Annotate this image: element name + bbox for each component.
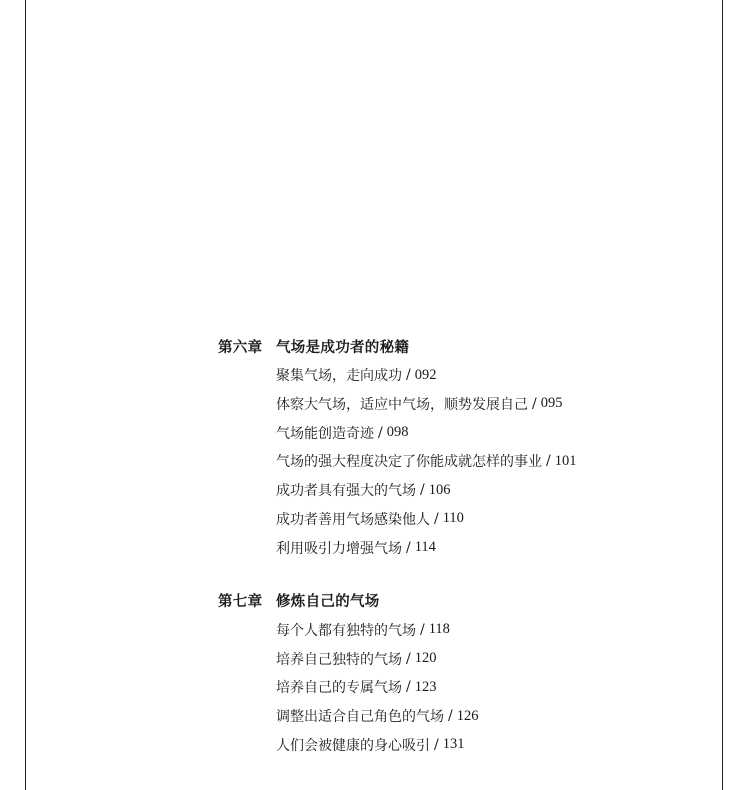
entry-title: 聚集气场，走向成功 <box>276 368 402 384</box>
entry-page: 101 <box>554 452 577 469</box>
page-separator: / <box>378 424 383 441</box>
page-separator: / <box>406 539 411 556</box>
toc-entry <box>276 363 576 387</box>
entry-page: 095 <box>540 395 563 412</box>
entry-title: 成功者善用气场感染他人 <box>276 511 430 528</box>
table-of-contents <box>218 334 576 762</box>
entry-title: 人们会被健康的身心吸引 <box>276 737 430 754</box>
entry-title: 利用吸引力增强气场 <box>276 540 402 557</box>
entry-page: 123 <box>414 678 437 695</box>
entry-title: 调整出适合自己角色的气场 <box>276 709 444 726</box>
toc-entry <box>276 449 576 473</box>
chapter-heading <box>218 589 576 613</box>
entry-title: 培养自己的专属气场 <box>276 680 402 697</box>
toc-entry <box>276 392 576 416</box>
entry-page: 098 <box>386 424 409 441</box>
chapter-entries <box>276 618 576 757</box>
toc-entry <box>276 647 576 671</box>
entry-title: 气场的强大程度决定了你能成就怎样的事业 <box>276 454 542 471</box>
toc-entry <box>276 618 576 642</box>
page-separator: / <box>420 621 425 638</box>
chapter-title: 气场是成功者的秘籍 <box>276 338 410 356</box>
entry-title: 体察大气场，适应中气场，顺势发展自己 <box>276 396 528 413</box>
toc-entry <box>276 675 576 699</box>
page-separator: / <box>448 708 453 725</box>
entry-title: 气场能创造奇迹 <box>276 425 374 442</box>
chapter-title: 修炼自己的气场 <box>276 593 380 611</box>
entry-page: 092 <box>414 366 437 383</box>
chapter-heading <box>218 334 576 358</box>
entry-page: 110 <box>442 510 464 527</box>
entry-title: 成功者具有强大的气场 <box>276 483 416 500</box>
book-page <box>25 0 723 790</box>
toc-entry <box>276 478 576 502</box>
toc-entry <box>276 704 576 728</box>
page-separator: / <box>532 395 537 412</box>
toc-entry <box>276 507 576 531</box>
page-separator: / <box>406 679 411 696</box>
page-separator: / <box>434 510 439 527</box>
chapter-6 <box>218 334 576 560</box>
entry-page: 114 <box>414 539 436 556</box>
entry-page: 118 <box>428 621 450 638</box>
entry-title: 每个人都有独特的气场 <box>276 622 416 639</box>
entry-page: 106 <box>428 481 451 498</box>
chapter-number: 第六章 <box>218 338 263 356</box>
page-separator: / <box>434 736 439 753</box>
chapter-number: 第七章 <box>218 593 263 611</box>
toc-entry <box>276 733 576 757</box>
page-separator: / <box>406 650 411 667</box>
entry-page: 131 <box>442 736 465 753</box>
entry-page: 126 <box>456 707 479 724</box>
chapter-entries <box>276 363 576 560</box>
entry-page: 120 <box>414 650 437 667</box>
chapter-7 <box>218 589 576 757</box>
page-separator: / <box>546 453 551 470</box>
toc-entry <box>276 536 576 560</box>
page-separator: / <box>406 367 411 383</box>
page-separator: / <box>420 482 425 499</box>
entry-title: 培养自己独特的气场 <box>276 651 402 668</box>
toc-entry <box>276 421 576 445</box>
